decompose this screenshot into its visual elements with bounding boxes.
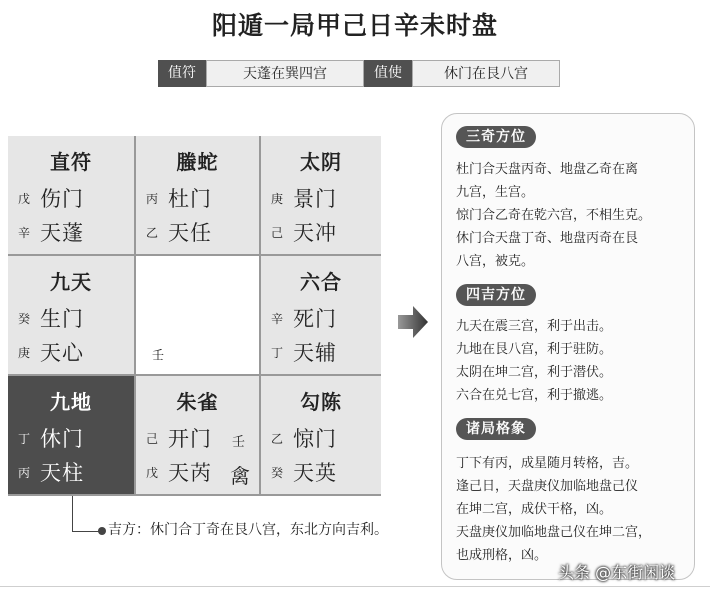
heaven-stem: 戊	[18, 191, 31, 206]
siji-line: 太阴在坤二宫，利于潜伏。	[456, 365, 613, 380]
palace-star: 天柱	[40, 461, 84, 485]
palace-god: 勾陈	[300, 390, 342, 414]
heaven-stem: 乙	[271, 431, 284, 446]
palace-kan	[136, 376, 259, 494]
palace-gate: 开门	[168, 427, 212, 451]
siji-lines	[456, 315, 688, 407]
palace-star: 天芮	[168, 461, 212, 485]
earth-stem: 癸	[271, 465, 284, 480]
heaven-stem: 癸	[18, 311, 31, 326]
bottom-divider	[0, 586, 710, 587]
pointer-line	[72, 531, 100, 532]
palace-kun	[261, 136, 381, 254]
sanqi-line: 惊门合乙奇在乾六宫，不相生克。	[456, 208, 652, 223]
extra-stem: 壬	[232, 435, 246, 450]
palace-god: 九地	[50, 390, 92, 414]
palace-dui	[261, 256, 381, 374]
right-arrow-icon	[396, 304, 430, 340]
palace-star: 天辅	[293, 341, 337, 365]
sanqi-line: 休门合天盘丁奇、地盘丙奇在艮	[456, 231, 639, 246]
geju-line: 在坤二宫，成伏干格，凶。	[456, 502, 613, 517]
palace-gate: 伤门	[40, 187, 84, 211]
palace-gate: 惊门	[293, 427, 337, 451]
geju-lines	[456, 452, 688, 567]
palace-star: 天任	[168, 221, 212, 245]
siji-line: 九天在震三宫，利于出击。	[456, 319, 613, 334]
palace-gate: 休门	[40, 427, 84, 451]
heaven-stem: 己	[146, 431, 159, 446]
palace-god: 螣蛇	[176, 150, 219, 174]
chart-title: 阳遁一局甲己日辛未时盘	[211, 11, 498, 40]
sanqi-line: 杜门合天盘丙奇、地盘乙奇在离	[456, 162, 639, 177]
sanqi-tag: 三奇方位	[456, 126, 536, 148]
palace-center	[136, 256, 259, 374]
header-row	[158, 60, 560, 87]
palace-god: 直符	[50, 150, 92, 174]
heaven-stem: 丙	[146, 191, 159, 206]
palace-god: 太阴	[300, 150, 342, 174]
palace-star: 天冲	[293, 221, 337, 245]
siji-line: 九地在艮八宫，利于驻防。	[456, 342, 613, 357]
pointer-dot	[98, 527, 106, 535]
palace-star: 天蓬	[40, 221, 84, 245]
geju-line: 天盘庚仪加临地盘己仪在坤二宫，	[456, 525, 652, 540]
heaven-stem: 庚	[271, 191, 284, 206]
sanqi-line: 九宫，生宫。	[456, 185, 535, 200]
palace-gate: 死门	[293, 307, 337, 331]
earth-stem: 辛	[18, 225, 31, 240]
extra-star: 禽	[230, 464, 250, 488]
siji-line: 六合在兑七宫，利于撤逃。	[456, 388, 613, 403]
palace-li	[136, 136, 259, 254]
analysis-panel	[441, 113, 695, 580]
palace-god: 九天	[50, 270, 92, 294]
nine-palace-grid	[8, 136, 381, 496]
palace-god: 朱雀	[176, 390, 219, 414]
zhifu-label: 值符	[158, 60, 206, 87]
center-stem: 壬	[152, 348, 165, 362]
palace-xun	[8, 136, 134, 254]
palace-qian	[261, 376, 381, 494]
geju-line: 丁下有丙，成星随月转格，吉。	[456, 456, 639, 471]
palace-gate: 杜门	[168, 187, 212, 211]
siji-tag: 四吉方位	[456, 284, 536, 306]
palace-gen	[8, 376, 134, 494]
earth-stem: 庚	[18, 345, 31, 360]
pointer-line	[72, 496, 73, 531]
earth-stem: 丁	[271, 345, 284, 360]
palace-god: 六合	[300, 270, 342, 294]
palace-zhen	[8, 256, 134, 374]
palace-gate: 生门	[40, 307, 84, 331]
earth-stem: 乙	[146, 225, 159, 240]
palace-star: 天心	[40, 341, 84, 365]
zhishi-label: 值使	[364, 60, 412, 87]
heaven-stem: 丁	[18, 431, 31, 446]
geju-line: 逢己日，天盘庚仪加临地盘己仪	[456, 479, 639, 494]
sanqi-line: 八宫，被克。	[456, 254, 535, 269]
heaven-stem: 辛	[271, 311, 284, 326]
auspicious-direction-note: 吉方：休门合丁奇在艮八宫，东北方向吉利。	[108, 522, 388, 538]
palace-gate: 景门	[293, 187, 337, 211]
earth-stem: 戊	[146, 465, 159, 480]
palace-star: 天英	[293, 461, 337, 485]
geju-line: 也成刑格，凶。	[456, 548, 548, 563]
sanqi-lines	[456, 158, 688, 273]
geju-tag: 诸局格象	[456, 418, 536, 440]
zhifu-value: 天蓬在巽四宫	[206, 60, 364, 87]
watermark: 头条 @东街闲谈	[558, 563, 676, 582]
earth-stem: 己	[271, 225, 284, 240]
earth-stem: 丙	[18, 465, 31, 480]
zhishi-value: 休门在艮八宫	[412, 60, 560, 87]
